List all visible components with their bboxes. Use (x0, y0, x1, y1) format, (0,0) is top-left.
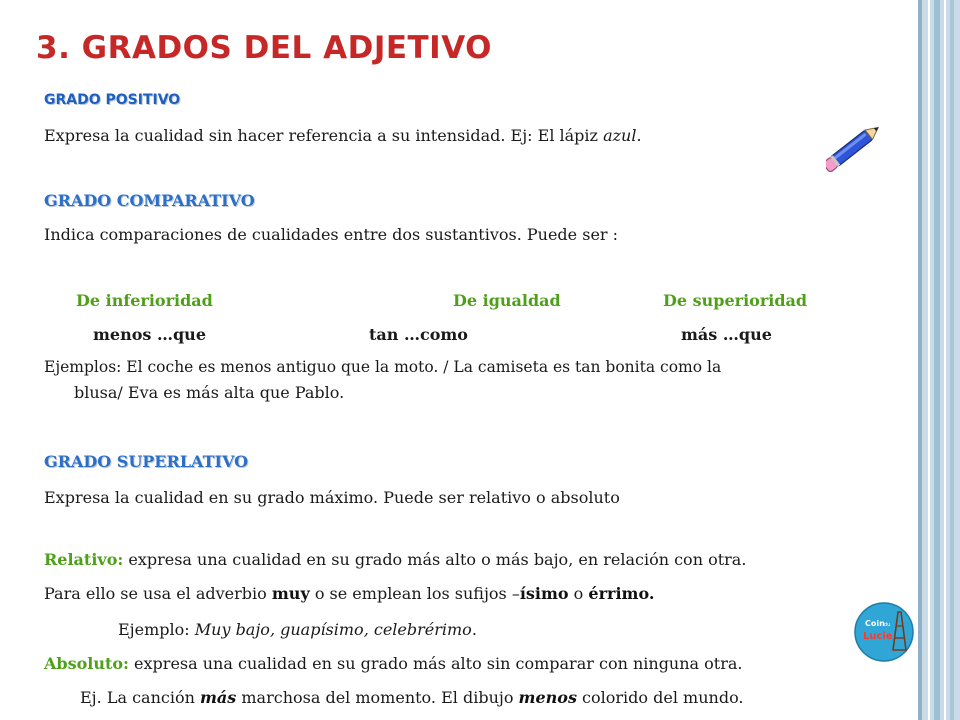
type-superioridad: De superioridad (663, 291, 808, 310)
type-igualdad: De igualdad (453, 291, 561, 310)
type-inferioridad: De inferioridad (76, 291, 213, 310)
form-igualdad: tan …como (369, 325, 468, 344)
pencil-icon (826, 116, 888, 172)
heading-grado-positivo: GRADO POSITIVO (44, 92, 181, 108)
sufijos-line: Para ello se usa el adverbio muy o se emplean los sufijos –ísimo o érrimo. (44, 584, 655, 603)
relativo-line: Relativo: expresa una cualidad en su grado más alto o más bajo, en relación con otra. (44, 550, 747, 569)
logo-text-du: du (884, 622, 891, 628)
coin-du-lucie-logo (854, 602, 914, 662)
comparativo-text: Indica comparaciones de cualidades entre dos sustantivos. Puede ser : (44, 225, 619, 244)
positivo-text: Expresa la cualidad sin hacer referencia a su intensidad. Ej: El lápiz azul. (44, 126, 642, 145)
border-stripe (934, 0, 940, 720)
border-stripe (950, 0, 954, 720)
absoluto-line: Absoluto: expresa una cualidad en su grado más alto sin comparar con ninguna otra. (44, 654, 743, 673)
logo-text-lucie: Lucie (863, 631, 893, 642)
slide-title: 3. GRADOS DEL ADJETIVO (36, 30, 493, 66)
ejemplo-line: Ejemplo: Muy bajo, guapísimo, celebrérimo. (118, 620, 477, 639)
examples-line-2: blusa/ Eva es más alta que Pablo. (74, 383, 345, 402)
border-stripe (918, 0, 922, 720)
border-stripe (928, 0, 930, 720)
border-stripe (944, 0, 946, 720)
absoluto-example-line: Ej. La canción más marchosa del momento. El dibujo menos colorido del mundo. (80, 688, 744, 707)
form-inferioridad: menos …que (93, 325, 206, 344)
form-superioridad: más …que (681, 325, 772, 344)
heading-grado-superlativo: GRADO SUPERLATIVO (44, 452, 249, 471)
logo-text-coin: Coin (865, 619, 885, 628)
heading-grado-comparativo: GRADO COMPARATIVO (44, 191, 255, 210)
examples-line-1: Ejemplos: El coche es menos antiguo que la moto. / La camiseta es tan bonita como la (44, 358, 722, 376)
superlativo-text: Expresa la cualidad en su grado máximo. Puede ser relativo o absoluto (44, 488, 620, 507)
